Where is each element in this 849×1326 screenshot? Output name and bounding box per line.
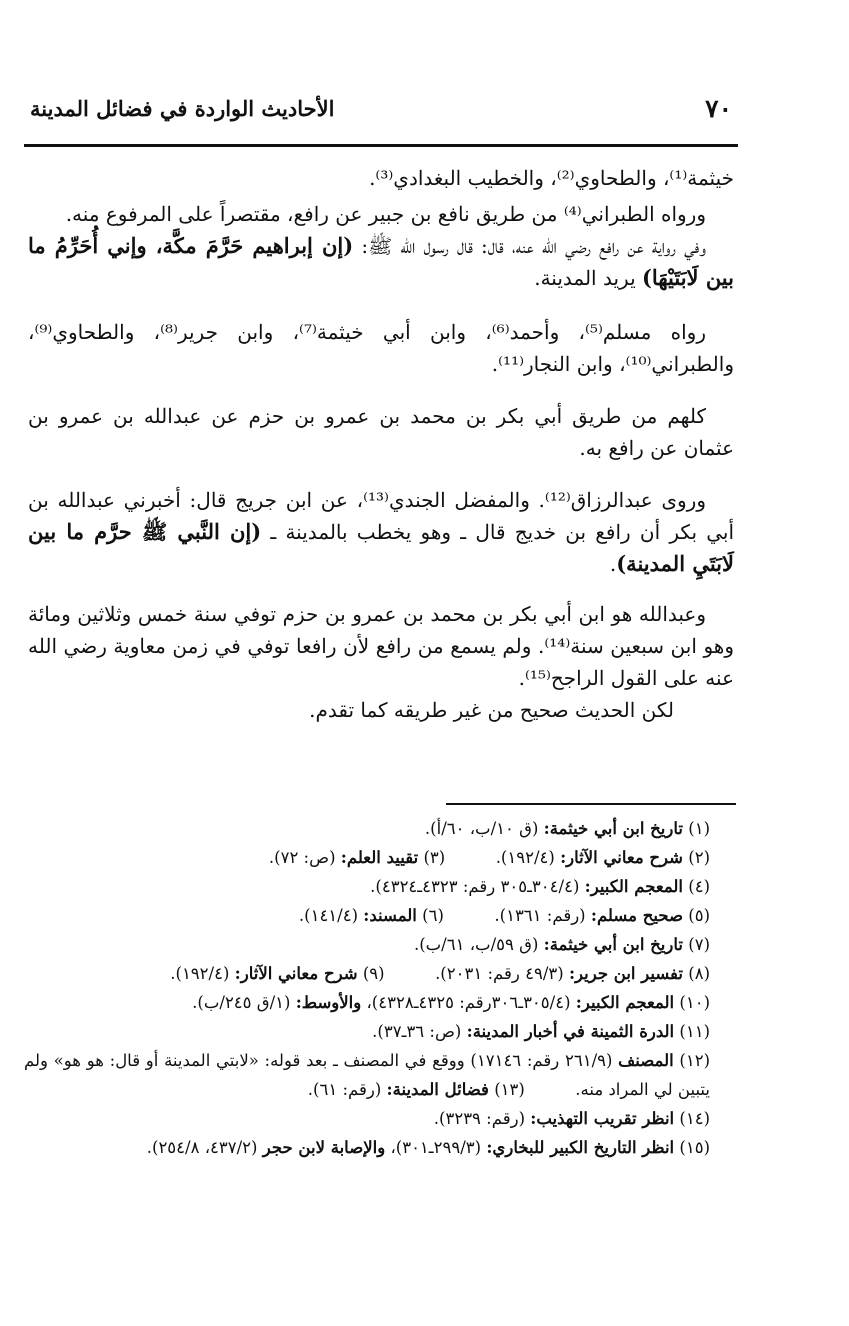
footnote-source: تقييد العلم: xyxy=(340,848,419,867)
footnote-location: (٣٠٥/٤ـ٣٠٦رقم: ٤٣٢٥ـ٤٣٢٨)، xyxy=(366,993,571,1012)
footnote-source: صحيح مسلم: xyxy=(590,906,683,925)
header-rule xyxy=(24,144,738,147)
paragraph-2: ورواه الطبراني⁽⁴⁾ من طريق نافع بن جبير عن رافع، مقتصراً على المرفوع منه. xyxy=(65,202,706,226)
footnote-1 xyxy=(24,814,736,843)
footnote-location: (ص: ٧٢). xyxy=(268,848,336,867)
footnote-location: (رقم: ١٣٦١). xyxy=(494,906,586,925)
footnote-location: (١٤١/٤). xyxy=(298,906,359,925)
footnote-2-3 xyxy=(24,843,736,872)
footnote-location: (١٩٢/٤). xyxy=(495,848,555,867)
page-header xyxy=(30,88,732,128)
footnote-number: (٨) xyxy=(688,964,710,983)
footnote-rule xyxy=(446,803,736,805)
footnote-number: (٣) xyxy=(423,848,446,867)
footnote-4 xyxy=(24,872,736,901)
footnote-location: (رقم: ٣٢٣٩). xyxy=(433,1109,525,1128)
footnote-8-9 xyxy=(24,959,736,988)
footnote-location: (١٩٢/٤). xyxy=(170,964,230,983)
footnote-number: (١٤) xyxy=(679,1109,710,1128)
footnote-11 xyxy=(24,1017,736,1046)
running-title: الأحاديث الواردة في فضائل المدينة xyxy=(30,95,335,121)
footnote-source: تاريخ ابن أبي خيثمة: xyxy=(543,819,683,838)
paragraph-3 xyxy=(28,230,734,294)
footnote-source-2: والأوسط: xyxy=(295,993,362,1012)
footnotes xyxy=(24,814,736,1162)
footnote-source: تفسير ابن جرير: xyxy=(568,964,683,983)
footnote-15 xyxy=(24,1133,736,1162)
footnote-source: انظر التاريخ الكبير للبخاري: xyxy=(486,1138,675,1157)
footnote-7 xyxy=(24,930,736,959)
footnote-number: (٢) xyxy=(688,848,710,867)
paragraph-7: وعبدالله هو ابن أبي بكر بن محمد بن عمرو بن حزم توفي سنة خمس وثلاثين ومائة وهو ابن سبعين سنة⁽¹⁴⁾. ولم يسمع من رافع لأن رافعا توفي في زمن معاوية رضي الله عنه على القول الراجح⁽¹⁵⁾. xyxy=(28,602,734,690)
footnote-number: (٤) xyxy=(688,877,710,896)
paragraph-1: خيثمة⁽¹⁾، والطحاوي⁽²⁾، والخطيب البغدادي⁽³⁾. xyxy=(369,166,734,190)
footnote-location: (ق ٥٩/ب، ٦١/ب). xyxy=(413,935,539,954)
footnote-number: (١) xyxy=(688,819,710,838)
footnote-location: (ق ١٠/ب، ٦٠/أ). xyxy=(424,819,539,838)
main-text xyxy=(28,162,734,726)
footnote-number: (١١) xyxy=(679,1022,710,1041)
footnote-source: المعجم الكبير: xyxy=(584,877,683,896)
narration-end: . xyxy=(609,552,617,576)
footnote-number: (١٢) xyxy=(679,1051,711,1070)
hadith-quote: (إن إبراهيم حَرَّمَ مكَّة، وإني أُحَرِّمُ ما بين لَابَتَيْهَا) xyxy=(28,233,734,290)
footnote-number: (١٣) xyxy=(494,1080,525,1099)
hadith-note: يريد المدينة. xyxy=(534,266,636,290)
paragraph-5: كلهم من طريق أبي بكر بن محمد بن عمرو بن حزم عن عبدالله بن عمرو بن عثمان عن رافع به. xyxy=(28,404,734,460)
footnote-5-6 xyxy=(24,901,736,930)
footnote-source: شرح معاني الآثار: xyxy=(234,964,358,983)
footnote-10 xyxy=(24,988,736,1017)
footnote-12-13 xyxy=(24,1046,736,1104)
paragraph-8: لكن الحديث صحيح من غير طريقه كما تقدم. xyxy=(309,698,674,722)
footnote-location: (٢٦١/٩ رقم: ١٧١٤٦) ووقع في المصنف ـ بعد قوله: «لابتي المدينة أو قال: هو هو» ولم يتبين لي المراد منه. xyxy=(24,1051,710,1099)
page-number: ٧٠ xyxy=(705,93,732,123)
footnote-source: تاريخ ابن أبي خيثمة: xyxy=(543,935,683,954)
footnote-source: الدرة الثمينة في أخبار المدينة: xyxy=(466,1022,675,1041)
footnote-number: (١٠) xyxy=(679,993,710,1012)
footnote-number: (٩) xyxy=(362,964,385,983)
footnote-source: انظر تقريب التهذيب: xyxy=(530,1109,675,1128)
footnote-location: (رقم: ٦١). xyxy=(307,1080,382,1099)
footnote-source: المعجم الكبير: xyxy=(575,993,675,1012)
footnote-source: شرح معاني الآثار: xyxy=(560,848,683,867)
footnote-source: المسند: xyxy=(363,906,417,925)
hadith-intro: وفي رواية عن رافع رضي الله عنه، قال: قال رسول الله ﷺ: xyxy=(361,234,707,258)
footnote-location: (ص: ٣٦ـ٣٧). xyxy=(372,1022,462,1041)
paragraph-6 xyxy=(28,484,734,580)
footnote-location: (٣٠٤/٤ـ٣٠٥ رقم: ٤٣٢٣ـ٤٣٢٤). xyxy=(370,877,580,896)
footnote-location: (٤٩/٣ رقم: ٢٠٣١). xyxy=(435,964,564,983)
footnote-number: (٥) xyxy=(688,906,710,925)
footnote-location: (٢٩٩/٣ـ٣٠١)، xyxy=(390,1138,482,1157)
footnote-source-2: والإصابة لابن حجر xyxy=(262,1138,386,1157)
footnote-location-2: (١/ق ٢٤٥/ب). xyxy=(192,993,291,1012)
footnote-number: (٧) xyxy=(688,935,710,954)
footnote-source: فضائل المدينة: xyxy=(386,1080,489,1099)
footnote-source: المصنف xyxy=(618,1051,674,1070)
footnote-14 xyxy=(24,1104,736,1133)
footnote-number: (١٥) xyxy=(679,1138,710,1157)
narration-intro: وروى عبدالرزاق⁽¹²⁾. والمفضل الجندي⁽¹³⁾، عن ابن جريج قال: أخبرني عبدالله بن أبي بكر أن رافع بن خديج قال ـ وهو يخطب بالمدينة ـ xyxy=(28,488,735,544)
footnote-number: (٦) xyxy=(422,906,444,925)
paragraph-4: رواه مسلم⁽⁵⁾، وأحمد⁽⁶⁾، وابن أبي خيثمة⁽⁷⁾، وابن جرير⁽⁸⁾، والطحاوي⁽⁹⁾، والطبراني⁽¹⁰⁾، وابن النجار⁽¹¹⁾. xyxy=(28,320,734,376)
narration-quote: (إن النَّبي ﷺ حرَّم ما بين لَابَتَيِ المدينة) xyxy=(28,519,734,576)
footnote-location-2: (٤٣٧/٢، ٢٥٤/٨). xyxy=(146,1138,258,1157)
